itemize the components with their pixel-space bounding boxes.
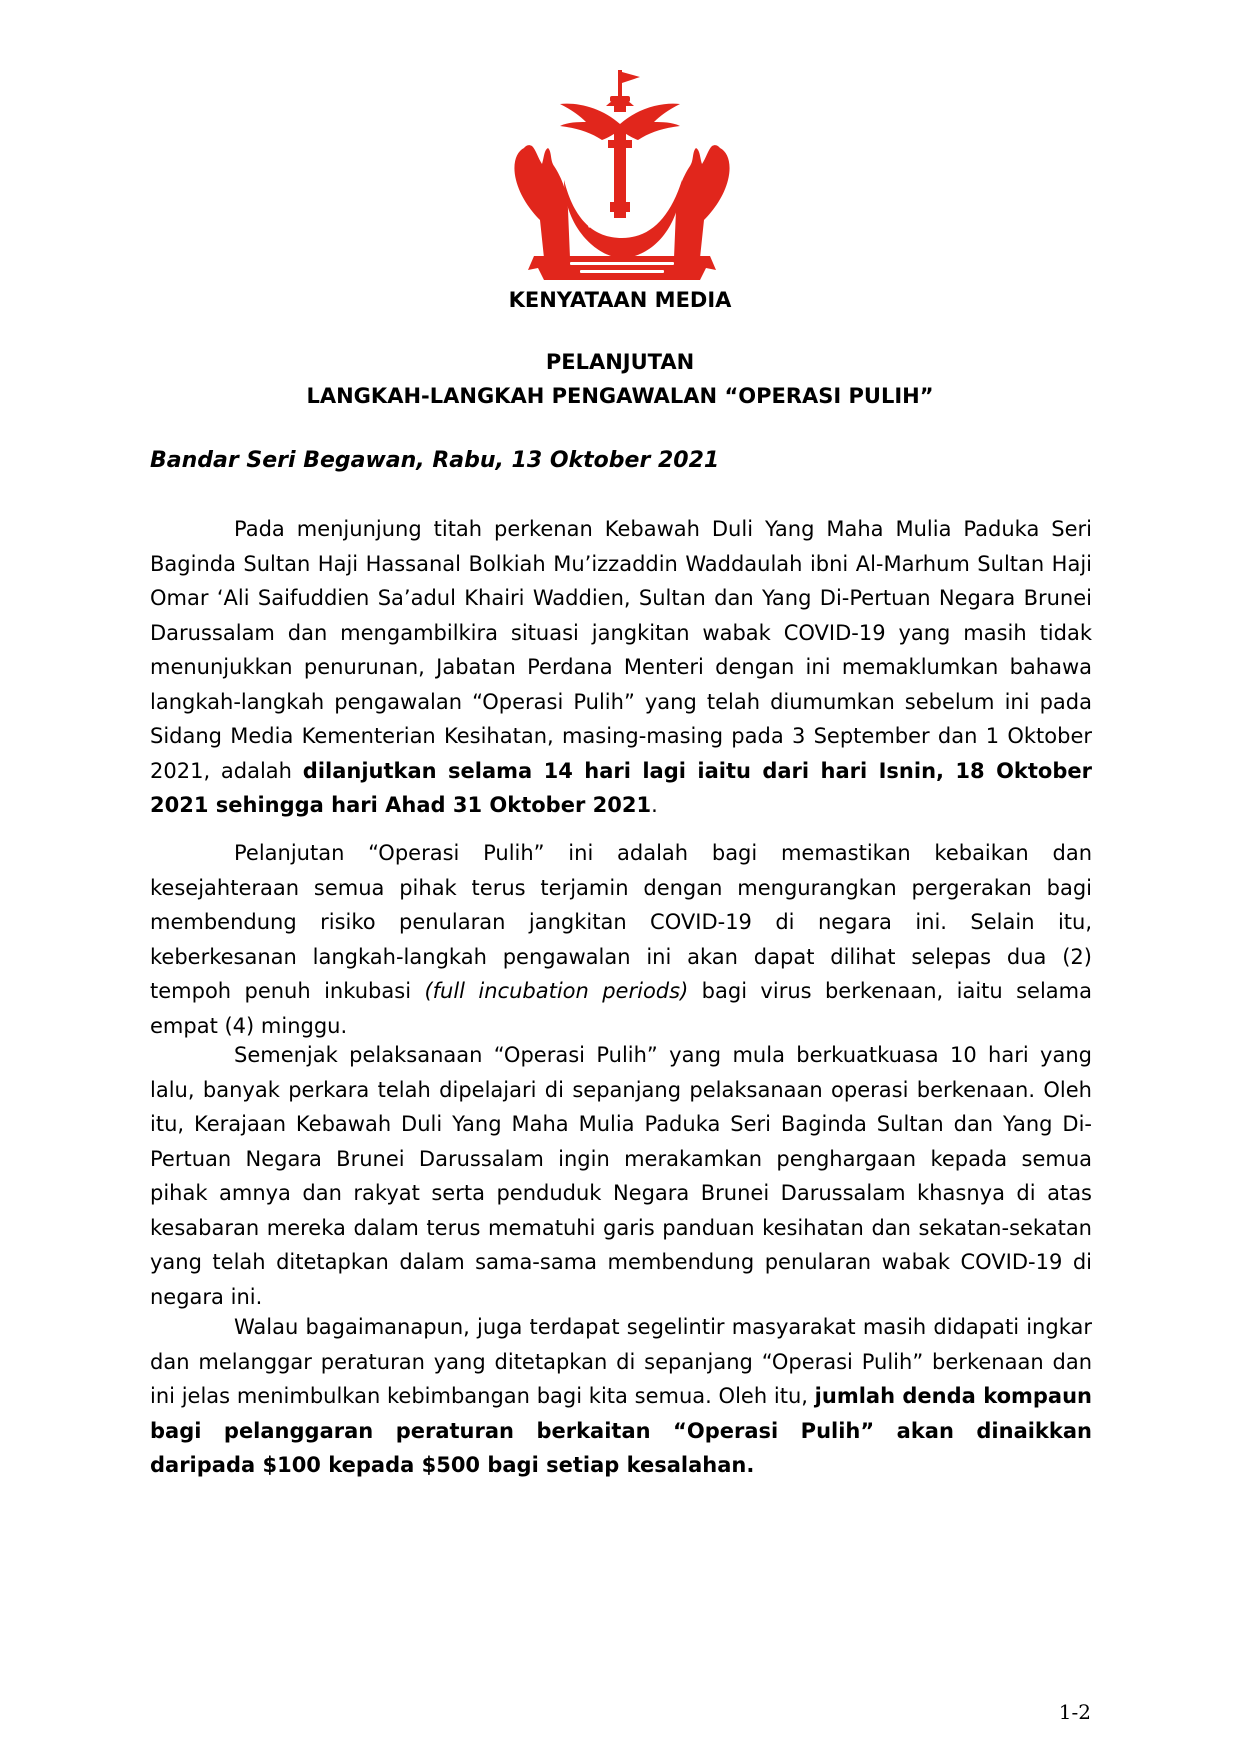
paragraph-1-end: . [651,793,658,817]
paragraph-4 [150,1310,1092,1483]
document-title: KENYATAAN MEDIA [508,288,732,312]
dateline: Bandar Seri Begawan, Rabu, 13 Oktober 2021 [150,448,720,473]
page-number: 1-2 [1058,1700,1091,1724]
paragraph-1-text: Pada menjunjung titah perkenan Kebawah Duli Yang Maha Mulia Paduka Seri Baginda Sultan Haji Hassanal Bolkiah Mu’izzaddin Waddaulah ibni Al-Marhum Sultan Haji Omar ‘Ali Saifuddien Sa’adul Khairi Waddien, Sultan dan Yang Di-Pertuan Negara Brunei Darussalam dan mengambilkira situasi jangkitan wabak COVID-19 yang masih tidak menunjukkan penurunan, Jabatan Perdana Menteri dengan ini memaklumkan bahawa langkah-langkah pengawalan “Operasi Pulih” yang telah diumumkan sebelum ini pada Sidang Media Kementerian Kesihatan, masing-masing pada 3 September dan 1 Oktober 2021, adalah [150,517,1092,783]
paragraph-2-end: bagi virus berkenaan, iaitu selama empat (4) minggu. [150,979,1093,1038]
paragraph-2 [150,836,1092,1043]
paragraph-4-text: Walau bagaimanapun, juga terdapat segelintir masyarakat masih didapati ingkar dan melanggar peraturan yang ditetapkan di sepanjang “Operasi Pulih” berkenaan dan ini jelas menimbulkan kebimbangan bagi kita semua. Oleh itu, [150,1315,1092,1408]
paragraph-1 [150,512,1092,823]
paragraph-2-italic: (full incubation periods) [424,979,689,1003]
subtitle-line-2: LANGKAH-LANGKAH PENGAWALAN “OPERASI PULIH” [306,384,934,408]
paragraph-4-bold: jumlah denda kompaun bagi pelanggaran peraturan berkaitan “Operasi Pulih” akan dinaikkan daripada $100 kepada $500 bagi setiap kesalahan. [150,1384,1093,1477]
paragraph-3 [150,1038,1092,1314]
subtitle-line-1: PELANJUTAN [545,350,695,374]
paragraph-2-text: Pelanjutan “Operasi Pulih” ini adalah bagi memastikan kebaikan dan kesejahteraan semua pihak terus terjamin dengan mengurangkan pergerakan bagi membendung risiko penularan jangkitan COVID-19 di negara ini. Selain itu, keberkesanan langkah-langkah pengawalan ini akan dapat dilihat selepas dua (2) tempoh penuh inkubasi [150,841,1092,1003]
paragraph-3-text: Semenjak pelaksanaan “Operasi Pulih” yang mula berkuatkuasa 10 hari yang lalu, banyak perkara telah dipelajari di sepanjang pelaksanaan operasi berkenaan. Oleh itu, Kerajaan Kebawah Duli Yang Maha Mulia Paduka Seri Baginda Sultan dan Yang Di-Pertuan Negara Brunei Darussalam ingin merakamkan penghargaan kepada semua pihak amnya dan rakyat serta penduduk Negara Brunei Darussalam khasnya di atas kesabaran mereka dalam terus mematuhi garis panduan kesihatan dan sekatan-sekatan yang telah ditetapkan dalam sama-sama membendung penularan wabak COVID-19 di negara ini. [150,1043,1092,1309]
brunei-crest-emblem-icon [510,70,734,280]
paragraph-1-bold: dilanjutkan selama 14 hari lagi iaitu dari hari Isnin, 18 Oktober 2021 sehingga hari Ahad 31 Oktober 2021 [150,758,1092,817]
